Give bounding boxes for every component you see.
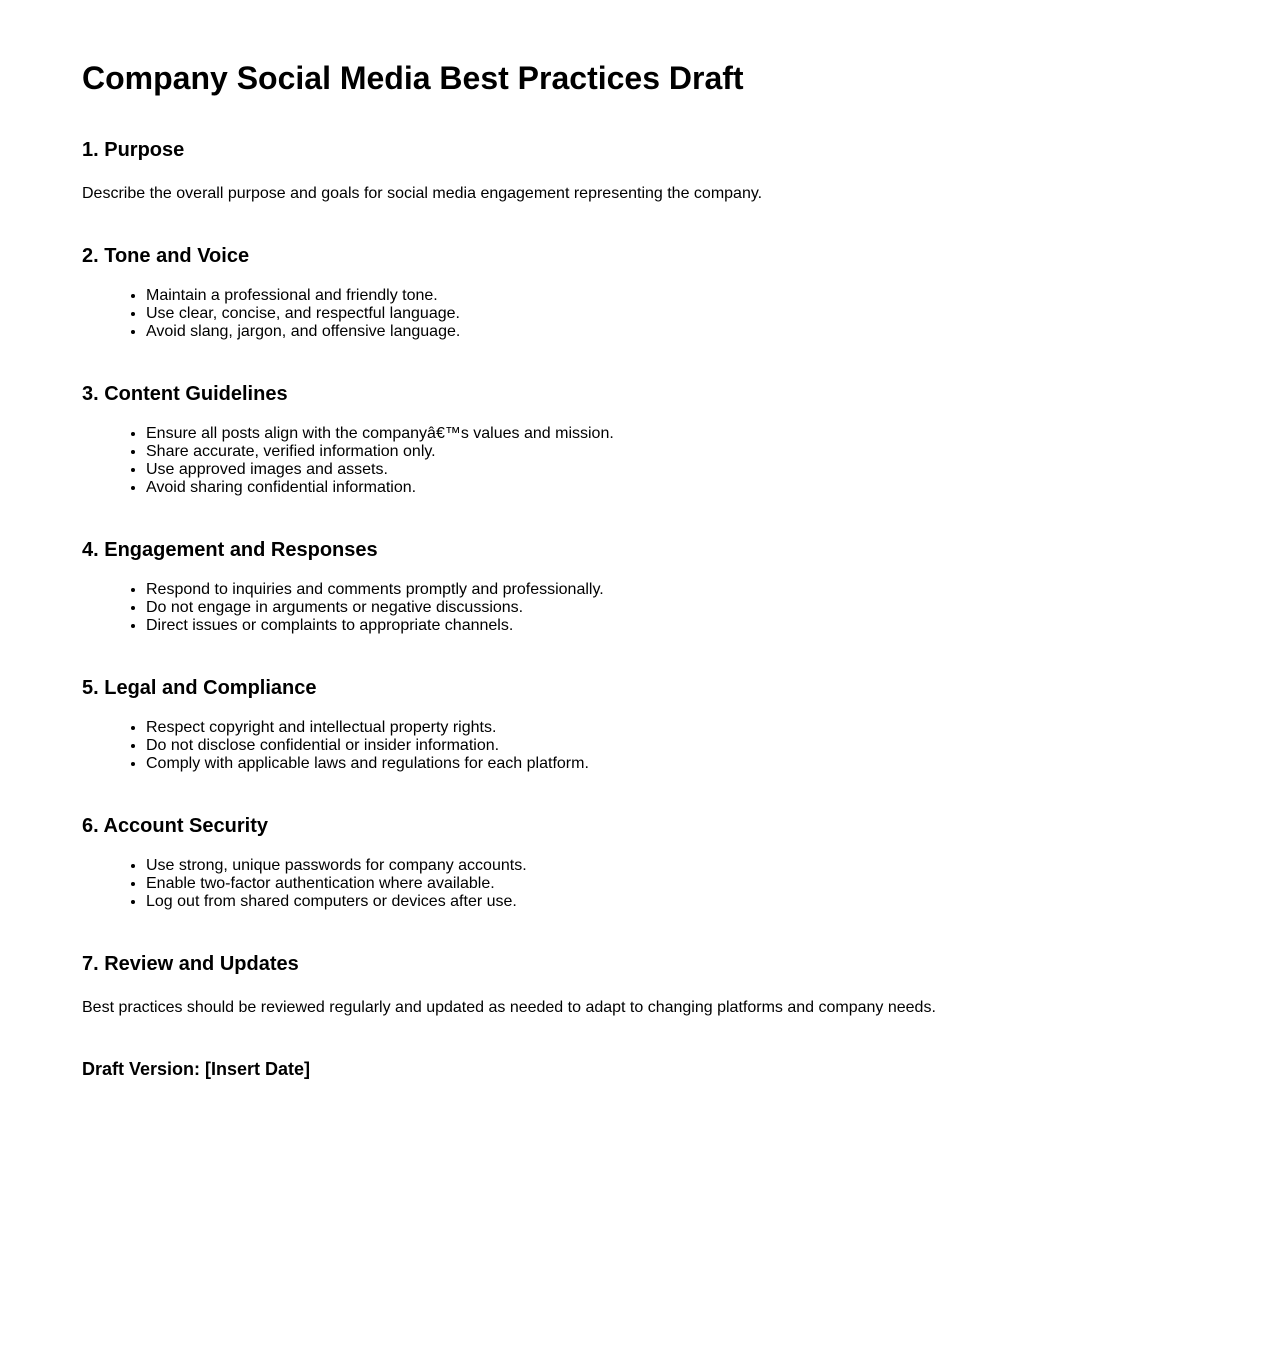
section-legal: [82, 676, 1196, 773]
list-item: • Avoid slang, jargon, and offensive language.: [146, 323, 1196, 341]
list-item: • Do not engage in arguments or negative discussions.: [146, 599, 1196, 617]
list-item: • Enable two-factor authentication where available.: [146, 875, 1196, 893]
section-review: [82, 952, 1196, 1017]
document: [0, 60, 1278, 1080]
bullet-list: [82, 425, 1196, 497]
section-heading: 6. Account Security: [82, 815, 268, 837]
section-content-guidelines: [82, 382, 1196, 497]
bullet-list: [82, 287, 1196, 341]
section-heading: 2. Tone and Voice: [82, 245, 250, 267]
list-item: • Maintain a professional and friendly tone.: [146, 287, 1196, 305]
list-item: • Use clear, concise, and respectful language.: [146, 305, 1196, 323]
bullet-list: [82, 581, 1196, 635]
section-text: Best practices should be reviewed regularly and updated as needed to adapt to changing platforms and company needs.: [82, 999, 936, 1016]
list-item: • Respond to inquiries and comments promptly and professionally.: [146, 581, 1196, 599]
section-heading: 1. Purpose: [82, 139, 185, 161]
section-tone-voice: [82, 244, 1196, 341]
list-item: • Share accurate, verified information only.: [146, 443, 1196, 461]
bullet-list: [82, 857, 1196, 911]
page-title: Company Social Media Best Practices Draft: [82, 60, 744, 96]
list-item: • Respect copyright and intellectual property rights.: [146, 719, 1196, 737]
bullet-list: [82, 719, 1196, 773]
section-heading: 7. Review and Updates: [82, 953, 299, 975]
list-item: • Ensure all posts align with the companyâ€™s values and mission.: [146, 425, 1196, 443]
section-account-security: [82, 814, 1196, 911]
list-item: • Direct issues or complaints to appropriate channels.: [146, 617, 1196, 635]
draft-version: Draft Version: [Insert Date]: [82, 1059, 311, 1079]
section-text: Describe the overall purpose and goals for social media engagement representing the company.: [82, 185, 763, 202]
section-heading: 4. Engagement and Responses: [82, 539, 378, 561]
section-heading: 3. Content Guidelines: [82, 383, 288, 405]
list-item: • Do not disclose confidential or insider information.: [146, 737, 1196, 755]
list-item: • Comply with applicable laws and regulations for each platform.: [146, 755, 1196, 773]
list-item: • Avoid sharing confidential information.: [146, 479, 1196, 497]
section-purpose: [82, 138, 1196, 203]
section-heading: 5. Legal and Compliance: [82, 677, 317, 699]
list-item: • Use approved images and assets.: [146, 461, 1196, 479]
list-item: • Log out from shared computers or devices after use.: [146, 893, 1196, 911]
section-engagement: [82, 538, 1196, 635]
list-item: • Use strong, unique passwords for company accounts.: [146, 857, 1196, 875]
